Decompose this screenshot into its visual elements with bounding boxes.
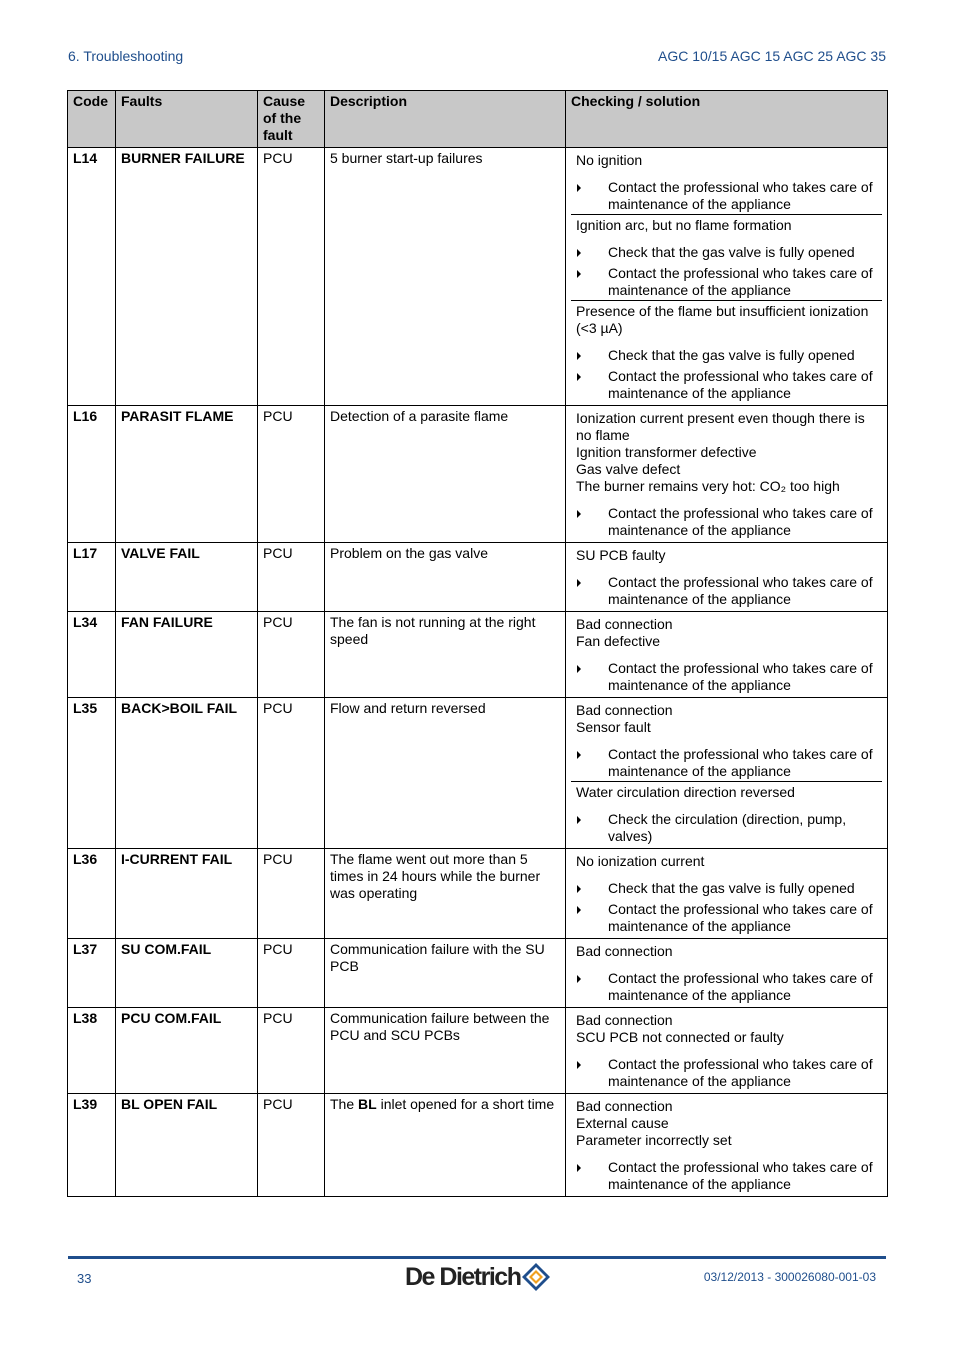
brand-logo xyxy=(405,1262,551,1292)
action-text: Contact the professional who takes care of maintenance of the appliance xyxy=(608,574,873,607)
arrow-bullet-icon xyxy=(577,751,581,759)
fault-cause: PCU xyxy=(258,612,325,698)
action-list xyxy=(576,179,882,213)
check-condition: External cause xyxy=(576,1115,669,1131)
check-section xyxy=(571,614,882,695)
check-condition: Fan defective xyxy=(576,633,661,649)
check-section xyxy=(571,700,882,781)
check-condition: Bad connection xyxy=(576,1012,673,1028)
check-condition: Ignition arc, but no flame formation xyxy=(576,217,792,233)
fault-name: BURNER FAILURE xyxy=(116,148,258,406)
action-list xyxy=(576,574,882,608)
fault-cause: PCU xyxy=(258,849,325,939)
action-list xyxy=(576,880,882,935)
column-header-cause: Cause of the fault xyxy=(258,91,325,148)
action-text: Contact the professional who takes care of maintenance of the appliance xyxy=(608,265,873,298)
fault-cause: PCU xyxy=(258,406,325,543)
check-section xyxy=(571,214,882,300)
check-condition: Presence of the flame but insufficient ionization (<3 µA) xyxy=(576,303,869,336)
action-item xyxy=(576,244,882,261)
action-list xyxy=(576,1056,882,1090)
action-text: Contact the professional who takes care of maintenance of the appliance xyxy=(608,901,873,934)
action-item xyxy=(576,574,882,608)
arrow-bullet-icon xyxy=(577,373,581,381)
fault-table xyxy=(67,90,888,1197)
check-condition: SU PCB faulty xyxy=(576,547,666,563)
fault-description: The flame went out more than 5 times in 24 hours while the burner was operating xyxy=(325,849,566,939)
action-text: Contact the professional who takes care of maintenance of the appliance xyxy=(608,1056,873,1089)
fault-code: L38 xyxy=(68,1008,116,1094)
description-emphasis: BL xyxy=(358,1096,377,1112)
arrow-bullet-icon xyxy=(577,510,581,518)
check-section xyxy=(571,851,882,936)
checking-solution xyxy=(566,1094,888,1197)
check-condition: Ionization current present even though there is no flame xyxy=(576,410,865,443)
action-item xyxy=(576,1056,882,1090)
fault-description: Communication failure between the PCU and SCU PCBs xyxy=(325,1008,566,1094)
action-item xyxy=(576,368,882,402)
product-models: AGC 10/15 AGC 15 AGC 25 AGC 35 xyxy=(657,48,886,64)
action-item xyxy=(576,746,882,780)
table-row xyxy=(68,849,888,939)
action-text: Check that the gas valve is fully opened xyxy=(608,347,855,363)
fault-code: L36 xyxy=(68,849,116,939)
check-section xyxy=(571,1010,882,1091)
fault-code: L34 xyxy=(68,612,116,698)
check-section xyxy=(571,941,882,1005)
diamond-logo-icon xyxy=(521,1262,551,1292)
check-section xyxy=(571,300,882,403)
arrow-bullet-icon xyxy=(577,270,581,278)
action-list xyxy=(576,970,882,1004)
fault-cause: PCU xyxy=(258,698,325,849)
fault-code: L14 xyxy=(68,148,116,406)
checking-solution xyxy=(566,939,888,1008)
action-item xyxy=(576,1159,882,1193)
description-text: The xyxy=(330,1096,359,1112)
check-condition: SCU PCB not connected or faulty xyxy=(576,1029,784,1045)
checking-solution xyxy=(566,849,888,939)
action-text: Check that the gas valve is fully opened xyxy=(608,880,855,896)
action-list xyxy=(576,811,882,845)
column-header-code: Code xyxy=(68,91,116,148)
action-item xyxy=(576,265,882,299)
fault-description: Problem on the gas valve xyxy=(325,543,566,612)
action-text: Contact the professional who takes care of maintenance of the appliance xyxy=(608,368,873,401)
table-row xyxy=(68,939,888,1008)
arrow-bullet-icon xyxy=(577,184,581,192)
column-header-description: Description xyxy=(325,91,566,148)
check-condition: Water circulation direction reversed xyxy=(576,784,795,800)
arrow-bullet-icon xyxy=(577,975,581,983)
fault-code: L16 xyxy=(68,406,116,543)
action-text: Contact the professional who takes care of maintenance of the appliance xyxy=(608,1159,873,1192)
check-condition: No ignition xyxy=(576,152,643,168)
checking-solution xyxy=(566,406,888,543)
action-item xyxy=(576,901,882,935)
action-text: Contact the professional who takes care of maintenance of the appliance xyxy=(608,970,873,1003)
fault-description xyxy=(325,1094,566,1197)
action-item xyxy=(576,347,882,364)
fault-description: 5 burner start-up failures xyxy=(325,148,566,406)
check-condition: The burner remains very hot: CO₂ too high xyxy=(576,478,840,494)
fault-description: Detection of a parasite flame xyxy=(325,406,566,543)
checking-solution xyxy=(566,1008,888,1094)
action-list xyxy=(576,244,882,299)
checking-solution xyxy=(566,612,888,698)
column-header-faults: Faults xyxy=(116,91,258,148)
fault-name: BL OPEN FAIL xyxy=(116,1094,258,1197)
action-text: Contact the professional who takes care of maintenance of the appliance xyxy=(608,179,873,212)
action-text: Contact the professional who takes care of maintenance of the appliance xyxy=(608,746,873,779)
fault-cause: PCU xyxy=(258,148,325,406)
arrow-bullet-icon xyxy=(577,665,581,673)
check-section xyxy=(571,408,882,540)
action-item xyxy=(576,811,882,845)
check-condition: Bad connection xyxy=(576,943,673,959)
page-number: 33 xyxy=(77,1271,92,1286)
check-section xyxy=(571,781,882,846)
check-section xyxy=(571,545,882,609)
check-section xyxy=(571,1096,882,1194)
brand-name: De Dietrich xyxy=(405,1262,521,1291)
fault-name: SU COM.FAIL xyxy=(116,939,258,1008)
action-item xyxy=(576,970,882,1004)
action-item xyxy=(576,880,882,897)
arrow-bullet-icon xyxy=(577,1061,581,1069)
fault-cause: PCU xyxy=(258,1008,325,1094)
fault-code: L39 xyxy=(68,1094,116,1197)
check-condition: Bad connection xyxy=(576,1098,673,1114)
fault-cause: PCU xyxy=(258,1094,325,1197)
check-section xyxy=(571,150,882,214)
fault-code: L37 xyxy=(68,939,116,1008)
action-list xyxy=(576,1159,882,1193)
checking-solution xyxy=(566,148,888,406)
table-row xyxy=(68,612,888,698)
document-reference: 03/12/2013 - 300026080-001-03 xyxy=(703,1270,876,1284)
action-list xyxy=(576,660,882,694)
action-list xyxy=(576,505,882,539)
check-condition: Bad connection xyxy=(576,702,673,718)
footer-rule xyxy=(68,1256,886,1259)
action-text: Contact the professional who takes care of maintenance of the appliance xyxy=(608,660,873,693)
action-item xyxy=(576,660,882,694)
arrow-bullet-icon xyxy=(577,579,581,587)
table-row xyxy=(68,148,888,406)
check-condition: Bad connection xyxy=(576,616,673,632)
check-condition: Ignition transformer defective xyxy=(576,444,757,460)
fault-code: L35 xyxy=(68,698,116,849)
fault-description: The fan is not running at the right speed xyxy=(325,612,566,698)
check-condition: Gas valve defect xyxy=(576,461,681,477)
column-header-checking: Checking / solution xyxy=(566,91,888,148)
action-text: Contact the professional who takes care of maintenance of the appliance xyxy=(608,505,873,538)
fault-cause: PCU xyxy=(258,939,325,1008)
action-text: Check that the gas valve is fully opened xyxy=(608,244,855,260)
arrow-bullet-icon xyxy=(577,352,581,360)
check-condition: Sensor fault xyxy=(576,719,651,735)
check-condition: Parameter incorrectly set xyxy=(576,1132,732,1148)
action-item xyxy=(576,179,882,213)
arrow-bullet-icon xyxy=(577,885,581,893)
table-row xyxy=(68,1008,888,1094)
action-item xyxy=(576,505,882,539)
checking-solution xyxy=(566,698,888,849)
fault-name: PARASIT FLAME xyxy=(116,406,258,543)
section-title: 6. Troubleshooting xyxy=(68,48,184,64)
fault-name: PCU COM.FAIL xyxy=(116,1008,258,1094)
table-row xyxy=(68,1094,888,1197)
fault-name: FAN FAILURE xyxy=(116,612,258,698)
description-text: inlet opened for a short time xyxy=(376,1096,555,1112)
fault-code: L17 xyxy=(68,543,116,612)
checking-solution xyxy=(566,543,888,612)
arrow-bullet-icon xyxy=(577,906,581,914)
arrow-bullet-icon xyxy=(577,249,581,257)
action-text: Check the circulation (direction, pump, valves) xyxy=(608,811,847,844)
arrow-bullet-icon xyxy=(577,816,581,824)
fault-cause: PCU xyxy=(258,543,325,612)
action-list xyxy=(576,347,882,402)
table-row xyxy=(68,406,888,543)
fault-name: BACK>BOIL FAIL xyxy=(116,698,258,849)
action-list xyxy=(576,746,882,780)
table-row xyxy=(68,698,888,849)
table-header-row xyxy=(68,91,888,148)
fault-name: I-CURRENT FAIL xyxy=(116,849,258,939)
arrow-bullet-icon xyxy=(577,1164,581,1172)
table-body xyxy=(68,148,888,1197)
check-condition: No ionization current xyxy=(576,853,705,869)
fault-name: VALVE FAIL xyxy=(116,543,258,612)
fault-description: Flow and return reversed xyxy=(325,698,566,849)
table-row xyxy=(68,543,888,612)
fault-description: Communication failure with the SU PCB xyxy=(325,939,566,1008)
